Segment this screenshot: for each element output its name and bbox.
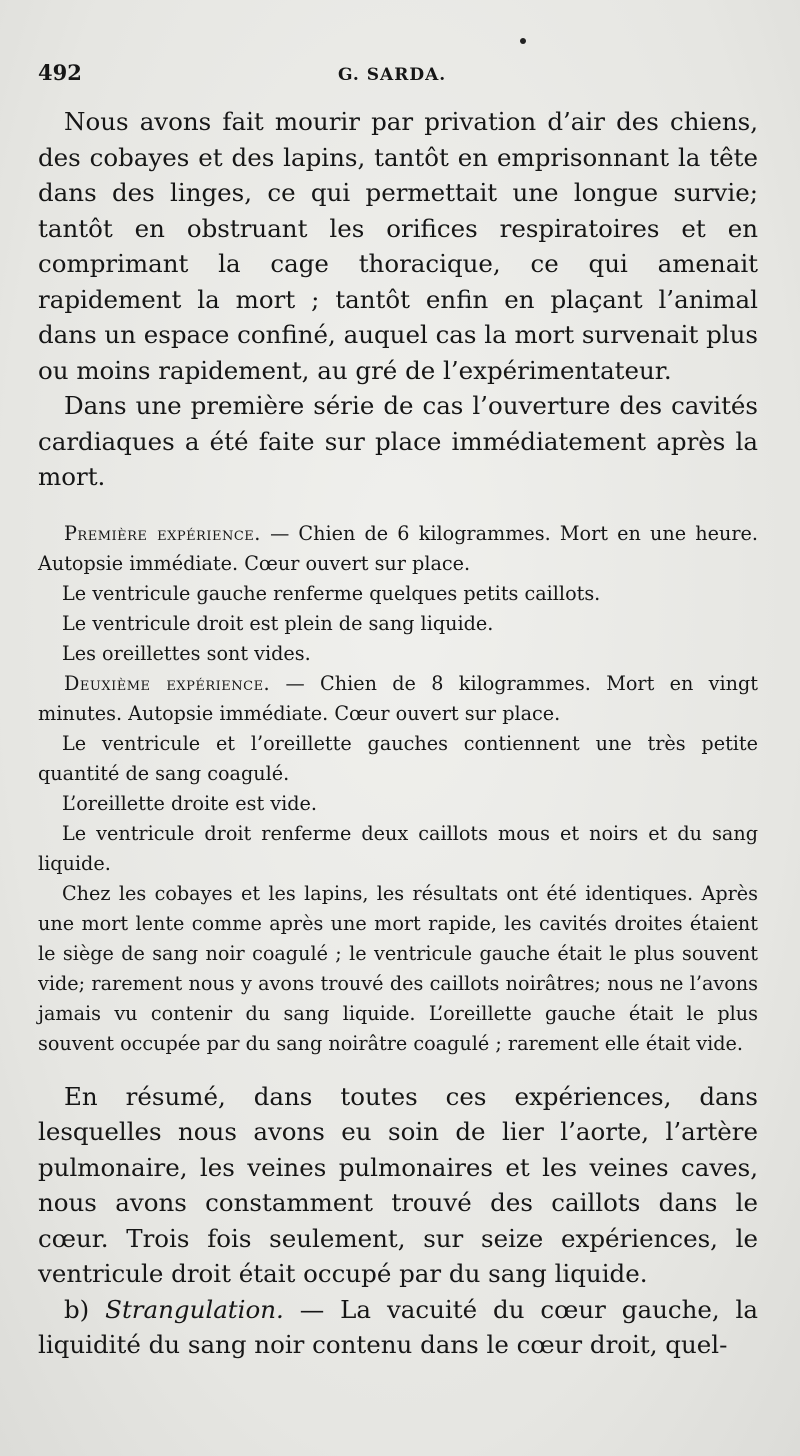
running-head: G. SARDA. — [338, 65, 447, 85]
experiment-1-line-1: Le ventricule gauche renferme quelques petits caillots. — [62, 581, 601, 605]
experiment-1-line-3: Les oreillettes sont vides. — [62, 641, 311, 665]
experiment-2 — [38, 669, 758, 729]
intro-paragraph-2: Dans une première série de cas l’ouverture des cavités cardiaques a été faite sur place immédiatement après la mort. — [38, 391, 758, 491]
strangulation-title: Strangulation. — [105, 1294, 284, 1324]
intro-paragraph-1: Nous avons fait mourir par privation d’air des chiens, des cobayes et des lapins, tantôt en emprisonnant la tête dans des linges, ce qui permettait une longue survie; tantôt en obstruant les orifices respiratoires et en comprimant la cage thoracique, ce qui amenait rapidement la mort ; tantôt enfin en plaçant l’animal dans un espace confiné, auquel cas la mort survenait plus ou moins rapidement, au gré de l’expérimentateur. — [38, 107, 758, 385]
experiment-1-label: Première expérience. — [64, 521, 261, 545]
experiment-2-line-1: Le ventricule et l’oreillette gauches contiennent une très petite quantité de sang coagulé. — [38, 731, 758, 785]
page-header — [38, 60, 758, 104]
experiment-2-label: Deuxième expérience. — [64, 671, 271, 695]
print-speck — [520, 38, 526, 44]
page-number: 492 — [38, 60, 82, 85]
experiment-2-text: — Chien de 8 kilogrammes. Mort en vingt minutes. Autopsie immédiate. Cœur ouvert sur place. — [38, 671, 759, 725]
strangulation-paragraph — [38, 1292, 758, 1363]
rodents-paragraph: Chez les cobayes et les lapins, les résultats ont été identiques. Après une mort lente comme après une mort rapide, les cavités droites étaient le siège de sang noir coagulé ; le ventricule gauche était le plus souvent vide; rarement nous y avons trouvé des caillots noirâtres; nous ne l’avons jamais vu contenir du sang liquide. L’oreillette gauche était le plus souvent occupée par du sang noirâtre coagulé ; rarement elle était vide. — [38, 881, 758, 1055]
experiment-1-text: — Chien de 6 kilogrammes. Mort en une heure. Autopsie immédiate. Cœur ouvert sur place. — [38, 521, 758, 575]
strangulation-prefix: b) — [64, 1294, 106, 1324]
experiment-1 — [38, 519, 758, 579]
strangulation-text: — La vacuité du cœur gauche, la liquidité du sang noir contenu dans le cœur droit, quel- — [38, 1294, 759, 1359]
experiment-2-line-2: L’oreillette droite est vide. — [62, 791, 317, 815]
experiment-2-line-3: Le ventricule droit renferme deux caillots mous et noirs et du sang liquide. — [38, 821, 758, 875]
experiment-1-line-2: Le ventricule droit est plein de sang liquide. — [62, 611, 494, 635]
summary-paragraph: En résumé, dans toutes ces expériences, dans lesquelles nous avons eu soin de lier l’aorte, l’artère pulmonaire, les veines pulmonaires et les veines caves, nous avons constamment trouvé des caillots dans le cœur. Trois fois seulement, sur seize expériences, le ventricule droit était occupé par du sang liquide. — [38, 1081, 758, 1288]
summary-section — [38, 1079, 758, 1363]
experiments-section — [38, 519, 758, 1059]
intro-section — [38, 104, 758, 495]
